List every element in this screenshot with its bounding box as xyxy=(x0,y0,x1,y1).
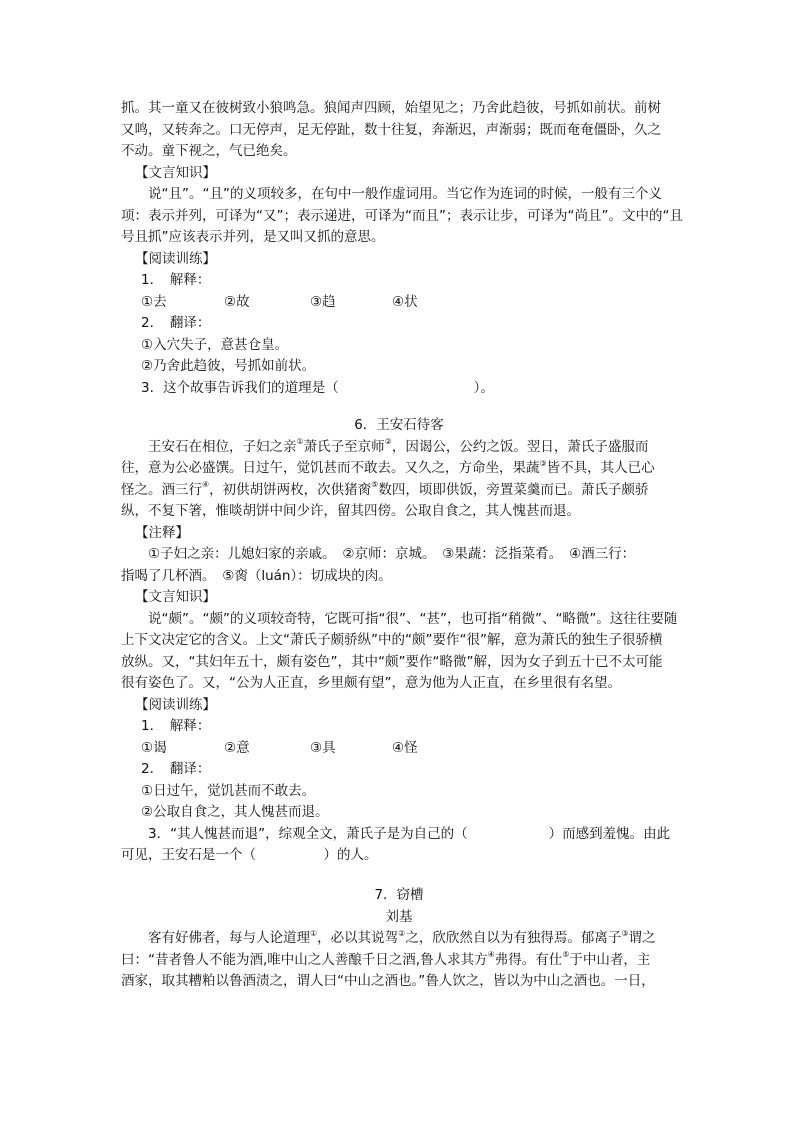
note-mark: ③ xyxy=(539,458,547,468)
question-1-options xyxy=(121,738,677,760)
note-mark: ② xyxy=(398,928,406,938)
story-line: 曰：“昔者鲁人不能为酒,唯中山之人善酿千日之酒,鲁人求其方④弗得。有仕⑤于中山者，主 xyxy=(121,950,651,968)
translate-item: ②乃舍此趋彼，号抓如前状。 xyxy=(141,358,316,374)
translate-item: ②公取自食之，其人愧甚而退。 xyxy=(141,804,329,820)
question-1-options xyxy=(121,292,677,314)
knowledge-line: 说“颇”。“颇”的义项较奇特，它既可指“很”、“甚”，也可指“稍微”、“略微”。这往往要随 xyxy=(148,610,678,627)
question-3: 可见，王安石是一个（ ）的人。 xyxy=(121,847,378,863)
translate-item: ①入穴失子，意甚仓皇。 xyxy=(141,336,289,353)
notes-heading: 【注释】 xyxy=(135,524,189,541)
story-line: 不动。童下视之，气已绝矣。 xyxy=(121,143,297,159)
option: ④状 xyxy=(392,293,418,310)
note-mark: ④ xyxy=(202,480,210,489)
knowledge-line: 放纵。又，“其妇年五十，颇有姿色”，其中“颇”要作“略微”解，因为女子到五十已不太可能 xyxy=(121,653,663,670)
section-story-end xyxy=(121,98,683,399)
option: ①去 xyxy=(141,293,167,310)
training-heading: 【阅读训练】 xyxy=(135,250,216,267)
option: ④怪 xyxy=(392,739,418,756)
option: ①谒 xyxy=(141,739,167,756)
knowledge-heading: 【文言知识】 xyxy=(135,164,216,181)
story-line: 怪之。酒三行④，初供胡饼两枚，次供猪脔⑤数四，顷即供饭，旁置菜羹而已。萧氏子颇骄 xyxy=(121,480,649,498)
option: ②意 xyxy=(224,739,250,756)
note-mark: ① xyxy=(296,437,304,446)
section-wang-anshi xyxy=(121,415,677,867)
note-mark: ④ xyxy=(487,950,495,959)
note-mark: ③ xyxy=(621,928,629,938)
option: ③具 xyxy=(310,739,336,756)
question-1-label: 1． 解释： xyxy=(141,272,211,288)
option: ③趋 xyxy=(310,293,336,310)
knowledge-heading: 【文言知识】 xyxy=(135,589,216,605)
knowledge-line: 很有姿色了。又，“公为人正直，乡里颇有望”，意为他为人正直，在乡里很有名望。 xyxy=(121,675,621,691)
training-heading: 【阅读训练】 xyxy=(135,696,216,713)
section-title: 7．窃槽 xyxy=(374,887,424,903)
note-mark: ⑤ xyxy=(371,480,379,489)
knowledge-line: 号且抓”应该表示并列，是又叫又抓的意思。 xyxy=(121,229,385,245)
knowledge-line: 说“且”。“且”的义项较多，在句中一般作虚词用。当它作为连词的时候，一般有三个义 xyxy=(148,186,662,202)
notes-line: 指喝了几杯酒。 ⑤脔（luán）：切成块的肉。 xyxy=(121,567,392,584)
section-qie-cao xyxy=(121,885,677,993)
story-line: 往，意为公必盛馔。日过午，觉饥甚而不敢去。又久之，方命坐，果蔬③皆不具，其人已心 xyxy=(121,458,655,476)
question-3: 3．“其人愧甚而退”，综观全文，萧氏子是为自己的（ ）而感到羞愧。由此 xyxy=(148,825,671,842)
knowledge-line: 项：表示并列，可译为“又”；表示递进，可译为“而且”；表示让步，可译为“尚且”。文中的“且 xyxy=(121,207,683,224)
note-mark: ② xyxy=(384,437,392,446)
story-line: 客有好佛者，每与人论道理①，必以其说驾②之，欣欣然自以为有独得焉。郁离子③谓之 xyxy=(148,928,656,946)
notes-line: ①子妇之亲：儿媳妇家的亲戚。 ②京师：京城。 ③果蔬：泛指菜肴。 ④酒三行： xyxy=(148,546,636,562)
question-2-label: 2． 翻译： xyxy=(141,315,211,331)
knowledge-line: 上下文决定它的含义。上文“萧氏子颇骄纵”中的“颇”要作“很”解，意为萧氏的独生子很骄横 xyxy=(121,632,663,648)
story-line: 抓。其一童又在彼树致小狼鸣急。狼闻声四顾，始望见之；乃舍此趋彼，号抓如前状。前树 xyxy=(121,100,661,116)
note-mark: ① xyxy=(310,928,318,938)
translate-item: ①日过午，觉饥甚而不敢去。 xyxy=(141,782,316,799)
story-line: 酒家，取其糟粕以鲁酒渍之，谓人曰“中山之酒也。”鲁人饮之，皆以为中山之酒也。一日， xyxy=(121,973,655,989)
section-author: 刘基 xyxy=(385,908,413,925)
question-2-label: 2． 翻译： xyxy=(141,761,211,777)
section-title: 6．王安石待客 xyxy=(354,417,444,433)
option: ②故 xyxy=(224,293,250,310)
story-line: 王安石在相位，子妇之亲①萧氏子至京师②，因谒公，公约之饭。翌日，萧氏子盛服而 xyxy=(148,437,649,455)
story-line: 又鸣，又转奔之。口无停声，足无停趾，数十往复，奔渐迟，声渐弱；既而奄奄僵卧，久之 xyxy=(121,121,661,138)
note-mark: ⑤ xyxy=(562,950,570,959)
question-1-label: 1． 解释： xyxy=(141,718,211,734)
story-line: 纵，不复下箸，惟啖胡饼中间少许，留其四傍。公取自食之，其人愧甚而退。 xyxy=(121,503,580,519)
question-3: 3．这个故事告诉我们的道理是（ ）。 xyxy=(141,379,494,396)
